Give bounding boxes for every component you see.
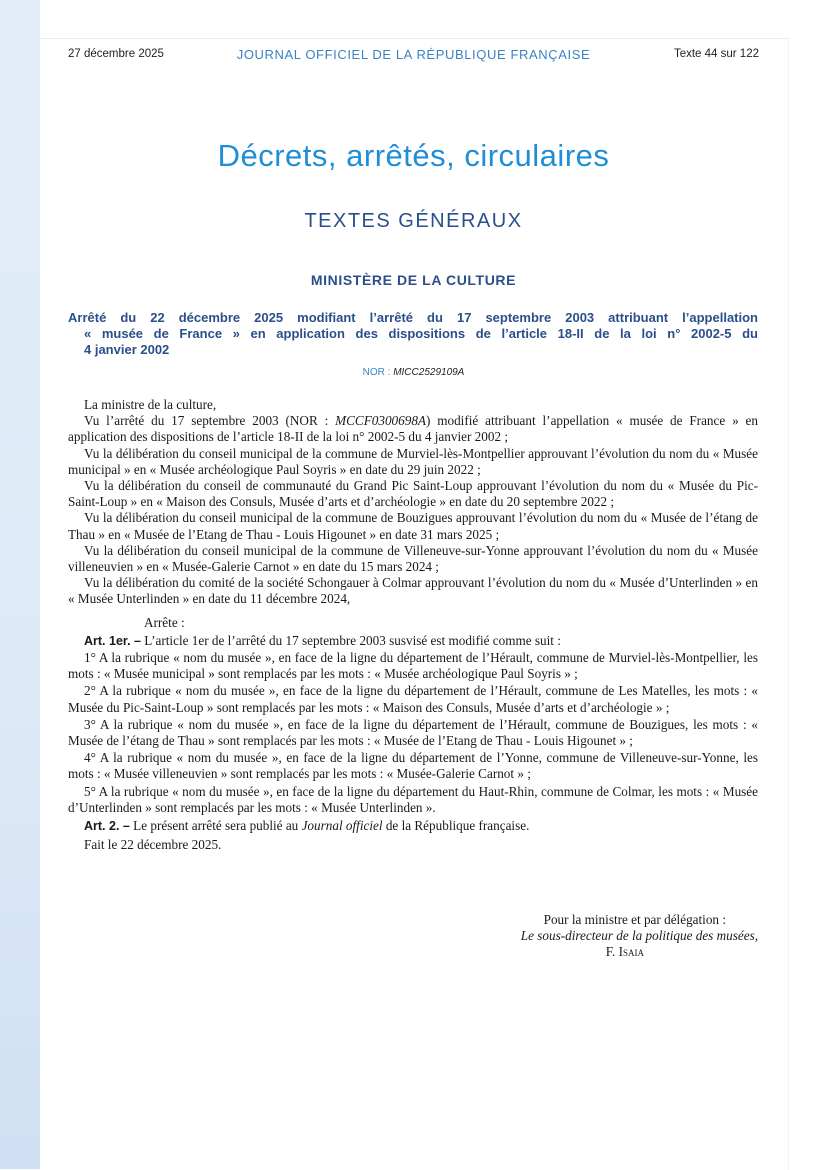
- page-header: [68, 48, 759, 64]
- visa-intro: La ministre de la culture,: [84, 397, 217, 412]
- visa-paragraph: Vu la délibération du comité de la société Schongauer à Colmar approuvant l’évolution du nom du « Musée d’Unterlinden » en « Musée Unterlinden » en date du 11 décembre 2024,: [68, 575, 758, 607]
- article-2-label: Art. 2. –: [84, 819, 130, 834]
- article-1-item: 3° A la rubrique « nom du musée », en face de la ligne du département de l’Hérault, commune de Bouzigues, les mots : « Musée de l’étang de Thau » sont remplacés par les mots : « Musée de l’Etang de Thau - Louis Higounet » ;: [68, 716, 758, 749]
- article-1: [68, 633, 758, 649]
- section-title: Décrets, arrêtés, circulaires: [217, 138, 610, 173]
- signing-date: Fait le 22 décembre 2025.: [84, 837, 222, 853]
- left-margin-band: [0, 0, 40, 1169]
- header-date: 27 décembre 2025: [68, 48, 164, 60]
- decree-title-line-2: « musée de France » en application des dispositions de l’article 18-II de la loi n° 2002-5 du: [84, 326, 758, 341]
- signature-block: [68, 912, 758, 960]
- nor-value: MICC2529109A: [393, 367, 465, 378]
- signature-delegation: Pour la ministre et par délégation :: [543, 912, 726, 927]
- article-1-item: 2° A la rubrique « nom du musée », en face de la ligne du département de l’Hérault, commune de Les Matelles, les mots : « Musée du Pic-Saint-Loup » sont remplacés par les mots : « Maison des Consuls, Musée d’arts et d’archéologie » ;: [68, 683, 758, 715]
- signature-role: Le sous-directeur de la politique des musées,: [520, 928, 758, 943]
- visa-paragraph: Vu la délibération du conseil municipal de la commune de Murviel-lès-Montpellier approuvant l’évolution du nom du « Musée municipal » en « Musée archéologique Paul Soyris » en date du 29 juin 2022 ;: [68, 445, 758, 477]
- visa-paragraph: Vu l’arrêté du 17 septembre 2003 (NOR : MCCF0300698A) modifié attribuant l’appellation « musée de France » en application des dispositions de l’article 18-II de la loi n° 2002-5 du 4 janvier 2002 ;: [68, 413, 758, 445]
- header-text-number: Texte 44 sur 122: [673, 48, 759, 60]
- article-1-item: 5° A la rubrique « nom du musée », en face de la ligne du département du Haut-Rhin, commune de Colmar, les mots : « Musée d’Unterlinden » sont remplacés par les mots : « Musée Unterlinden ».: [68, 783, 758, 815]
- visa-paragraph: Vu la délibération du conseil municipal de la commune de Villeneuve-sur-Yonne approuvant l’évolution du nom du « Musée villeneuvien » en « Musée-Galerie Carnot » en date du 15 mars 2024 ;: [68, 542, 758, 575]
- decree-body: [68, 397, 758, 853]
- nor-label: NOR :: [362, 367, 391, 378]
- header-journal-title: JOURNAL OFFICIEL DE LA RÉPUBLIQUE FRANÇAISE: [236, 47, 591, 62]
- article-1-item: 4° A la rubrique « nom du musée », en face de la ligne du département de l’Yonne, commune de Villeneuve-sur-Yonne, les mots : « Musée villeneuvien » sont remplacés par les mots : « Musée-Galerie Carnot » ;: [68, 750, 758, 782]
- decree-title-line-3: 4 janvier 2002: [84, 342, 170, 357]
- visa-paragraph: Vu la délibération du conseil de communauté du Grand Pic Saint-Loup approuvant l’évolution du nom du « Musée du Pic-Saint-Loup » en « Maison des Consuls, Musée d’arts et d’archéologie » en date du 20 septembre 2022 ;: [68, 478, 758, 510]
- nor-reference: [0, 367, 827, 378]
- signature-name: F. Isaia: [605, 944, 644, 959]
- article-1-item: 1° A la rubrique « nom du musée », en face de la ligne du département de l’Hérault, commune de Murviel-lès-Montpellier, les mots : « Musée municipal » sont remplacés par les mots : « Musée archéologique Paul Soyris » ;: [68, 650, 758, 682]
- subsection-title: TEXTES GÉNÉRAUX: [304, 210, 523, 232]
- ministry-heading: MINISTÈRE DE LA CULTURE: [310, 272, 517, 288]
- article-2: Art. 2. – Le présent arrêté sera publié au Journal officiel de la République française.: [84, 818, 530, 834]
- article-1-label: Art. 1er. –: [84, 633, 141, 648]
- visa-paragraph: Vu la délibération du conseil municipal de la commune de Bouzigues approuvant l’évolution du nom du « Musée de l’étang de Thau » en « Musée de l’Etang de Thau - Louis Higounet » en date 31 mars 2025 ;: [68, 510, 758, 542]
- decree-title: [68, 310, 758, 358]
- article-1-text: L’article 1er de l’arrêté du 17 septembre 2003 susvisé est modifié comme suit :: [144, 632, 561, 648]
- decree-title-line-1: Arrêté du 22 décembre 2025 modifiant l’arrêté du 17 septembre 2003 attribuant l’appellation: [68, 310, 758, 325]
- arrete-heading: Arrête :: [144, 614, 185, 630]
